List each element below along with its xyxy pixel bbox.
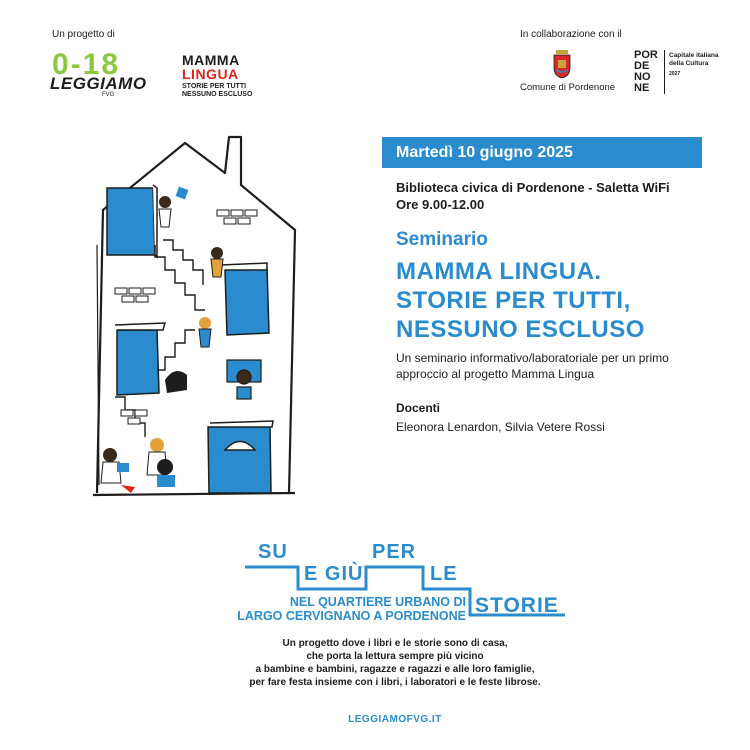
event-venue: Biblioteca civica di Pordenone - Saletta WiFi: [396, 180, 670, 195]
teachers-label: Docenti: [396, 401, 441, 415]
project-label: Un progetto di: [52, 29, 115, 40]
leggiamo-logo: [50, 48, 150, 100]
house-illustration: [45, 125, 345, 500]
mamma-logo-line4: NESSUNO ESCLUSO: [182, 91, 253, 98]
capitale-divider: [664, 50, 665, 94]
book-window-top: [107, 185, 157, 257]
book-door: [208, 421, 273, 493]
capitale-logo-text: [669, 52, 719, 78]
promo-line2: che porta la lettura sempre più vicino: [306, 651, 484, 662]
capitale-letters-1: POR: [634, 49, 658, 61]
quarter-line1: NEL QUARTIERE URBANO DI: [289, 595, 466, 609]
capitale-year: 2027: [669, 71, 681, 77]
capitale-letters-3: NO: [634, 71, 651, 83]
collaboration-label: In collaborazione con il: [520, 29, 622, 40]
capitale-cultura-logo: [634, 50, 724, 96]
mamma-lingua-logo: [182, 52, 262, 102]
comune-logo-text: Comune di Pordenone: [520, 82, 616, 93]
leggiamo-logo-sub: FVG: [102, 92, 115, 98]
capitale-text-1: Capitale italiana: [669, 52, 719, 59]
mamma-logo-line1: MAMMA: [182, 52, 240, 68]
promo-line1: Un progetto dove i libri e le storie sono di casa,: [282, 638, 508, 649]
capitale-letters-2: DE: [634, 60, 650, 72]
teachers-names: Eleonora Lenardon, Silvia Vetere Rossi: [396, 420, 605, 434]
capitale-text-2: della Cultura: [669, 60, 709, 67]
coat-of-arms-icon: [552, 50, 572, 78]
website-link[interactable]: LEGGIAMOFVG.IT: [348, 714, 442, 725]
promo-text: [200, 637, 590, 689]
mamma-logo-line3: STORIE PER TUTTI: [182, 83, 247, 90]
small-window: [227, 360, 261, 399]
event-title-line3: NESSUNO ESCLUSO: [396, 316, 645, 343]
capitale-letters-4: NE: [634, 82, 650, 94]
event-venue-block: [396, 179, 670, 213]
leggiamo-logo-number: 0-18: [52, 48, 121, 81]
book-window-left: [115, 323, 165, 395]
word-per: PER: [372, 541, 417, 563]
mamma-logo-line2: LINGUA: [182, 66, 239, 82]
word-su: SU: [258, 541, 288, 563]
leggiamo-logo-text: LEGGIAMO: [50, 74, 147, 93]
capitale-logo-letters: [634, 50, 658, 94]
word-storie: STORIE: [475, 594, 559, 617]
event-hours: Ore 9.00-12.00: [396, 197, 485, 212]
event-title: [396, 257, 645, 344]
word-le: LE: [430, 563, 458, 585]
comune-logo: [518, 50, 616, 95]
event-date-bar: Martedì 10 giugno 2025: [382, 137, 702, 168]
book-window-right: [221, 263, 269, 335]
word-e-giu: E GIÙ: [304, 563, 364, 585]
quarter-line2: LARGO CERVIGNANO A PORDENONE: [237, 609, 466, 623]
event-type: Seminario: [396, 229, 488, 250]
promo-line4: per fare festa insieme con i libri, i laboratori e le feste librose.: [249, 677, 541, 688]
event-description: Un seminario informativo/laboratoriale per un primo approccio al progetto Mamma Lingua: [396, 351, 669, 381]
event-title-line2: STORIE PER TUTTI,: [396, 287, 631, 314]
event-title-line1: MAMMA LINGUA.: [396, 258, 602, 285]
promo-line3: a bambine e bambini, ragazze e ragazzi e alle loro famiglie,: [255, 664, 535, 675]
